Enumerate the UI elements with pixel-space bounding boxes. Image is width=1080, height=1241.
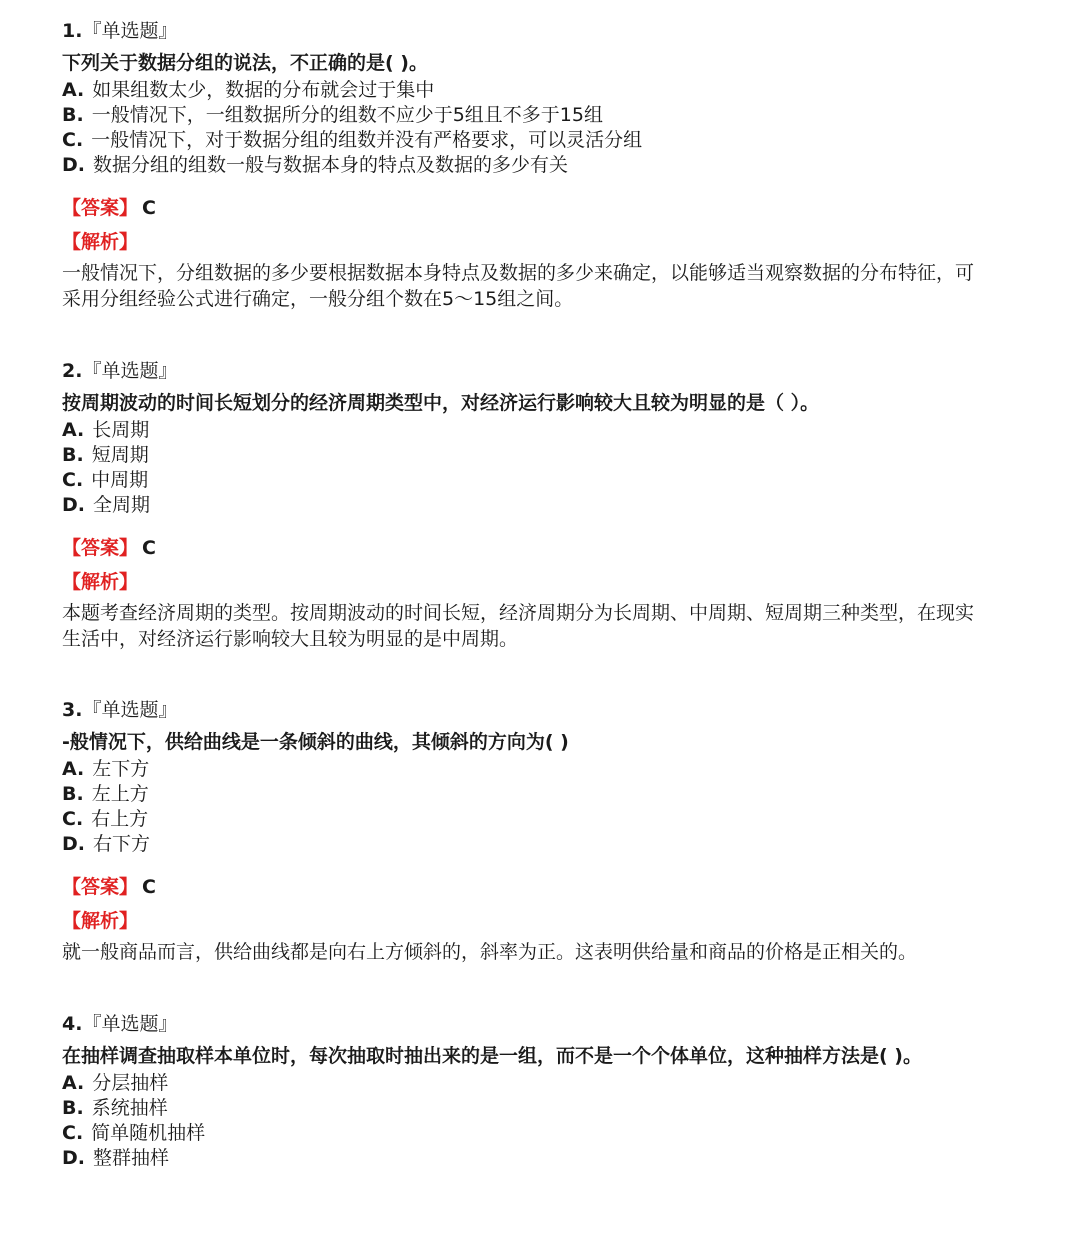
analysis-text: 本题考查经济周期的类型。按周期波动的时间长短，经济周期分为长周期、中周期、短周期三种类型，在现实生活中，对经济运行影响较大且较为明显的是中周期。 [62,602,975,650]
question-2 [62,358,1022,652]
question-type: 『单选题』 [82,699,178,721]
option-text: 分层抽样 [92,1072,169,1094]
question-stem: -般情况下，供给曲线是一条倾斜的曲线，其倾斜的方向为( ) [62,731,569,753]
option-a [62,757,1022,782]
option-letter: D. [62,494,85,516]
answer-value: C [142,537,156,559]
option-letter: B. [62,1097,84,1119]
answer-value: C [142,197,156,219]
option-b [62,443,1022,468]
option-letter: A. [62,758,85,780]
answer-label: 【答案】 [62,197,139,219]
option-text: 系统抽样 [91,1097,168,1119]
option-b [62,103,1022,128]
option-b [62,782,1022,807]
option-d [62,832,1022,857]
answer-value: C [142,876,156,898]
question-type: 『单选题』 [82,1013,178,1035]
option-list [62,418,1022,518]
option-letter: B. [62,104,84,126]
option-c [62,468,1022,493]
option-text: 右上方 [91,808,149,830]
question-stem: 下列关于数据分组的说法，不正确的是( )。 [62,52,428,74]
option-text: 右下方 [93,833,151,855]
option-a [62,418,1022,443]
option-letter: C. [62,469,84,491]
option-text: 全周期 [93,494,151,516]
question-1 [62,18,1022,312]
option-letter: B. [62,444,84,466]
option-letter: D. [62,1147,85,1169]
option-list [62,78,1022,178]
option-text: 短周期 [91,444,149,466]
question-header [62,697,1022,723]
option-text: 中周期 [91,469,149,491]
question-header [62,18,1022,44]
option-list [62,1071,1022,1171]
option-text: 长周期 [92,419,150,441]
analysis-text: 一般情况下，分组数据的多少要根据数据本身特点及数据的多少来确定，以能够适当观察数据的分布特征，可采用分组经验公式进行确定，一般分组个数在5～15组之间。 [62,262,975,310]
question-number: 1. [62,20,83,42]
question-number: 3. [62,699,83,721]
option-c [62,807,1022,832]
question-number: 4. [62,1013,83,1035]
option-d [62,153,1022,178]
question-header [62,358,1022,384]
option-list [62,757,1022,857]
analysis-label: 【解析】 [62,910,139,932]
question-number: 2. [62,360,83,382]
option-letter: D. [62,833,85,855]
answer-label: 【答案】 [62,537,139,559]
option-letter: B. [62,783,84,805]
option-letter: C. [62,1122,84,1144]
option-text: 数据分组的组数一般与数据本身的特点及数据的多少有关 [93,154,569,176]
answer-line [62,534,1022,562]
option-b [62,1096,1022,1121]
option-text: 左下方 [92,758,150,780]
answer-line [62,873,1022,901]
option-text: 一般情况下，对于数据分组的组数并没有严格要求，可以灵活分组 [91,129,643,151]
option-letter: C. [62,129,84,151]
option-text: 一般情况下，一组数据所分的组数不应少于5组且不多于15组 [91,104,603,126]
question-type: 『单选题』 [82,20,178,42]
option-letter: C. [62,808,84,830]
question-stem: 按周期波动的时间长短划分的经济周期类型中，对经济运行影响较大且较为明显的是（ ）。 [62,392,820,414]
option-text: 简单随机抽样 [91,1122,206,1144]
question-type: 『单选题』 [82,360,178,382]
option-a [62,78,1022,103]
question-3 [62,697,1022,965]
analysis-text: 就一般商品而言，供给曲线都是向右上方倾斜的，斜率为正。这表明供给量和商品的价格是正相关的。 [62,941,918,963]
question-header [62,1011,1022,1037]
analysis-label: 【解析】 [62,231,139,253]
option-d [62,493,1022,518]
question-stem: 在抽样调查抽取样本单位时，每次抽取时抽出来的是一组，而不是一个个体单位，这种抽样方法是( )。 [62,1045,922,1067]
option-c [62,1121,1022,1146]
option-text: 如果组数太少，数据的分布就会过于集中 [92,79,435,101]
question-4 [62,1011,1022,1171]
option-letter: D. [62,154,85,176]
option-d [62,1146,1022,1171]
answer-line [62,194,1022,222]
option-letter: A. [62,79,85,101]
option-c [62,128,1022,153]
option-a [62,1071,1022,1096]
option-letter: A. [62,1072,85,1094]
option-text: 整群抽样 [93,1147,170,1169]
option-text: 左上方 [91,783,149,805]
option-letter: A. [62,419,85,441]
answer-label: 【答案】 [62,876,139,898]
analysis-label: 【解析】 [62,571,139,593]
